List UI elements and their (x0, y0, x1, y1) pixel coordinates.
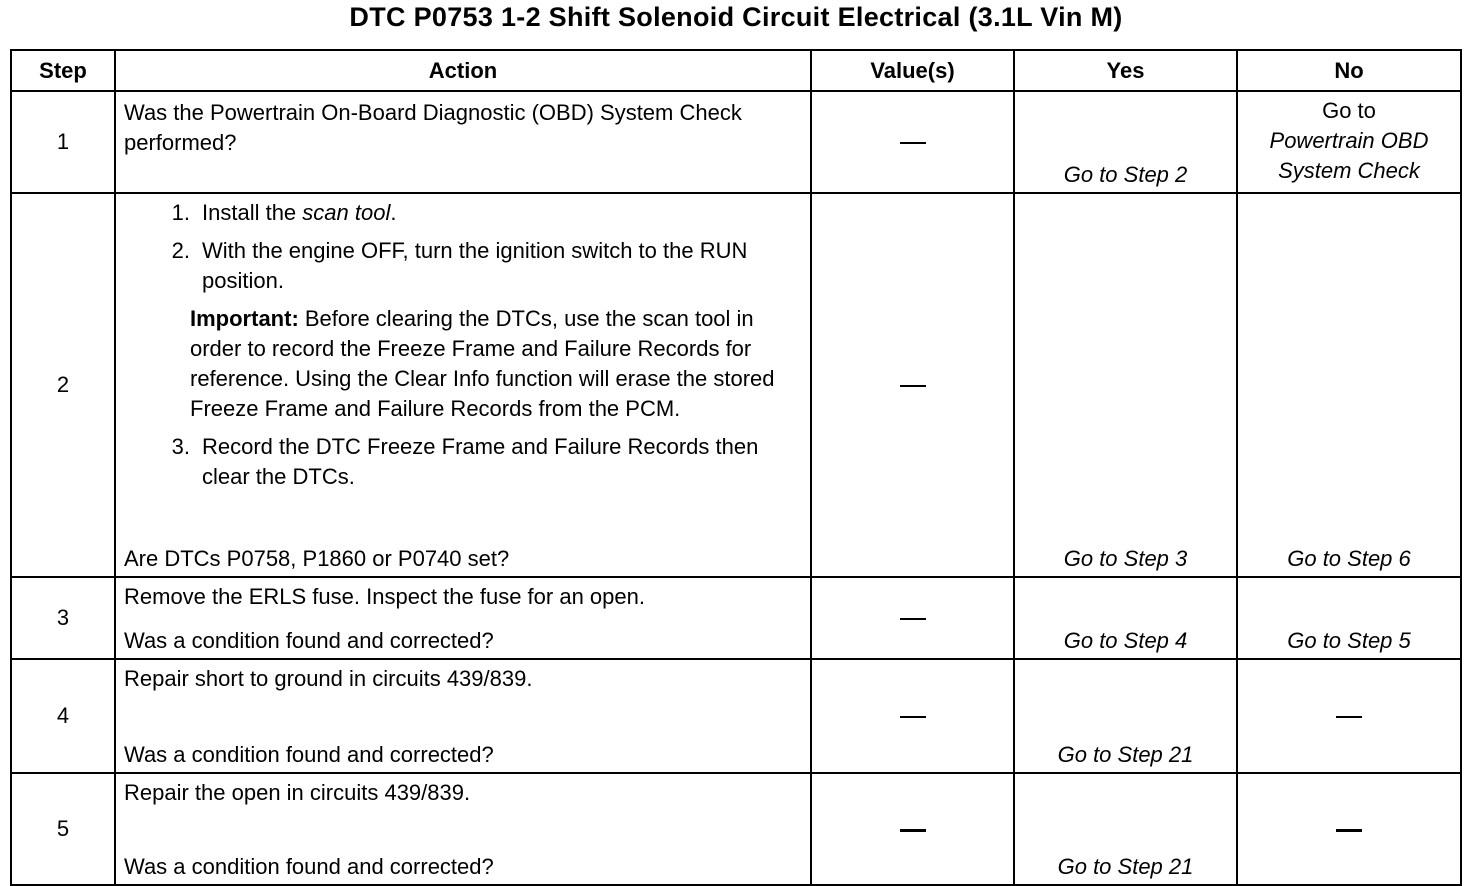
action-text: Repair short to ground in circuits 439/839. (124, 666, 533, 691)
no-result: Go to Step 5 (1237, 577, 1461, 659)
value-dash (900, 829, 926, 832)
action-cell (115, 577, 811, 659)
table-row-step-4 (11, 659, 1461, 773)
no-result-cell (1237, 773, 1461, 885)
column-header-yes: Yes (1014, 50, 1237, 91)
action-cell (115, 193, 811, 577)
yes-result: Go to Step 4 (1014, 577, 1237, 659)
no-result (1237, 91, 1461, 193)
action-question: Was a condition found and corrected? (124, 628, 494, 653)
column-header-step: Step (11, 50, 115, 91)
step-number: 4 (11, 659, 115, 773)
no-result-dash (1336, 716, 1362, 718)
column-header-no: No (1237, 50, 1461, 91)
no-result-link: Powertrain OBD System Check (1269, 128, 1429, 183)
column-header-action: Action (115, 50, 811, 91)
substep-item: 3. Record the DTC Freeze Frame and Failure Records then clear the DTCs. (171, 434, 759, 489)
table-row-step-3 (11, 577, 1461, 659)
no-result-dash (1336, 829, 1362, 832)
action-text: Repair the open in circuits 439/839. (124, 780, 471, 805)
step-number: 5 (11, 773, 115, 885)
table-row-step-1 (11, 91, 1461, 193)
action-question: Are DTCs P0758, P1860 or P0740 set? (124, 546, 510, 571)
table-header-row (11, 50, 1461, 91)
step-number: 3 (11, 577, 115, 659)
value-cell (811, 659, 1014, 773)
column-header-values: Value(s) (811, 50, 1014, 91)
value-cell (811, 773, 1014, 885)
page-title: DTC P0753 1-2 Shift Solenoid Circuit Electrical (3.1L Vin M) (349, 2, 1123, 32)
action-question: Was a condition found and corrected? (124, 742, 494, 767)
value-cell (811, 91, 1014, 193)
substep-list (124, 432, 802, 492)
value-dash (900, 142, 926, 144)
action-cell (115, 659, 811, 773)
step-number: 1 (11, 91, 115, 193)
value-dash (900, 716, 926, 718)
important-note: Important: Before clearing the DTCs, use the scan tool in order to record the Freeze Frame and Failure Records for reference. Using the Clear Info function will erase the stored Freeze Frame and Failure Records from the PCM. (190, 306, 775, 421)
diagnostic-table (10, 49, 1462, 886)
value-cell (811, 577, 1014, 659)
value-dash (900, 385, 926, 387)
yes-result: Go to Step 3 (1014, 193, 1237, 577)
no-result: Go to Step 6 (1237, 193, 1461, 577)
yes-result: Go to Step 21 (1014, 659, 1237, 773)
no-result-cell (1237, 659, 1461, 773)
yes-result: Go to Step 2 (1014, 91, 1237, 193)
action-question: Was a condition found and corrected? (124, 854, 494, 879)
substep-list (124, 198, 802, 296)
step-number: 2 (11, 193, 115, 577)
action-text: Remove the ERLS fuse. Inspect the fuse for an open. (124, 584, 645, 609)
action-cell (115, 773, 811, 885)
value-cell (811, 193, 1014, 577)
action-text: Was the Powertrain On-Board Diagnostic (OBD) System Check performed? (115, 91, 811, 193)
value-dash (900, 618, 926, 620)
table-row-step-5 (11, 773, 1461, 885)
yes-result: Go to Step 21 (1014, 773, 1237, 885)
table-row-step-2 (11, 193, 1461, 577)
no-result-prefix: Go to (1322, 98, 1376, 123)
substep-item: 2. With the engine OFF, turn the ignition switch to the RUN position. (171, 238, 748, 293)
substep-item: 1. Install the scan tool. (171, 200, 397, 225)
